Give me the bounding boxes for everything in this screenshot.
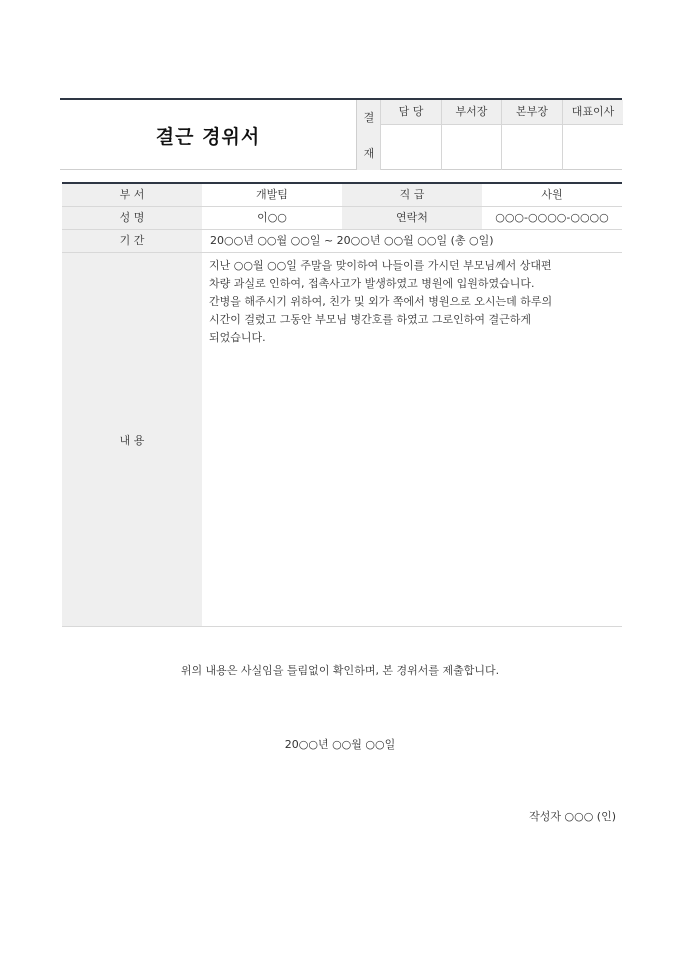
approval-label [357, 100, 381, 170]
approval-box [356, 100, 622, 170]
department-label: 부 서 [62, 184, 202, 206]
position-label: 직 급 [342, 184, 482, 206]
period-label: 기 간 [62, 230, 202, 252]
content-line: 시간이 걸렸고 그동안 부모님 병간호를 하였고 그로인하여 결근하게 [209, 313, 532, 326]
submission-date: 20○○년 ○○월 ○○일 [284, 738, 396, 751]
approval-col-header: 담 당 [381, 100, 441, 125]
content-line: 차량 과실로 인하여, 접촉사고가 발생하였고 병원에 입원하였습니다. [209, 277, 535, 290]
content-line: 지난 ○○월 ○○일 주말을 맞이하여 나들이를 가시던 부모님께서 상대편 [209, 259, 552, 272]
content-row [62, 253, 622, 627]
approval-col-ceo [562, 100, 623, 170]
approval-col-division-head [501, 100, 562, 170]
contact-value: ○○○-○○○○-○○○○ [495, 211, 609, 224]
approval-col-dept-head [441, 100, 501, 170]
document-title: 결근 경위서 [155, 125, 261, 148]
approval-col-staff [381, 100, 441, 170]
table-row [62, 207, 622, 230]
author-signature: 작성자 ○○○ (인) [529, 810, 616, 823]
position-value: 사원 [541, 188, 563, 201]
approval-col-header: 대표이사 [563, 100, 623, 125]
approval-col-header: 본부장 [502, 100, 562, 125]
content-line: 간병을 해주시기 위하여, 친가 및 외가 쪽에서 병원으로 오시는데 하루의 [209, 295, 553, 308]
content-line: 되었습니다. [209, 331, 266, 344]
approval-columns [381, 100, 623, 170]
name-label: 성 명 [62, 207, 202, 229]
approval-label-bottom: 재 [363, 147, 375, 160]
table-row [62, 184, 622, 207]
approval-label-top: 결 [363, 111, 375, 124]
table-row [62, 230, 622, 253]
period-value: 20○○년 ○○월 ○○일 ~ 20○○년 ○○월 ○○일 (총 ○일) [210, 234, 494, 247]
confirmation-statement: 위의 내용은 사실임을 틀림없이 확인하며, 본 경위서를 제출합니다. [180, 664, 500, 677]
name-value: 이○○ [257, 211, 287, 224]
document-header [60, 98, 622, 170]
info-table [62, 182, 622, 627]
approval-col-header: 부서장 [442, 100, 501, 125]
department-value: 개발팀 [256, 188, 288, 201]
content-text [209, 257, 615, 347]
content-label: 내 용 [62, 253, 202, 626]
contact-label: 연락처 [342, 207, 482, 229]
